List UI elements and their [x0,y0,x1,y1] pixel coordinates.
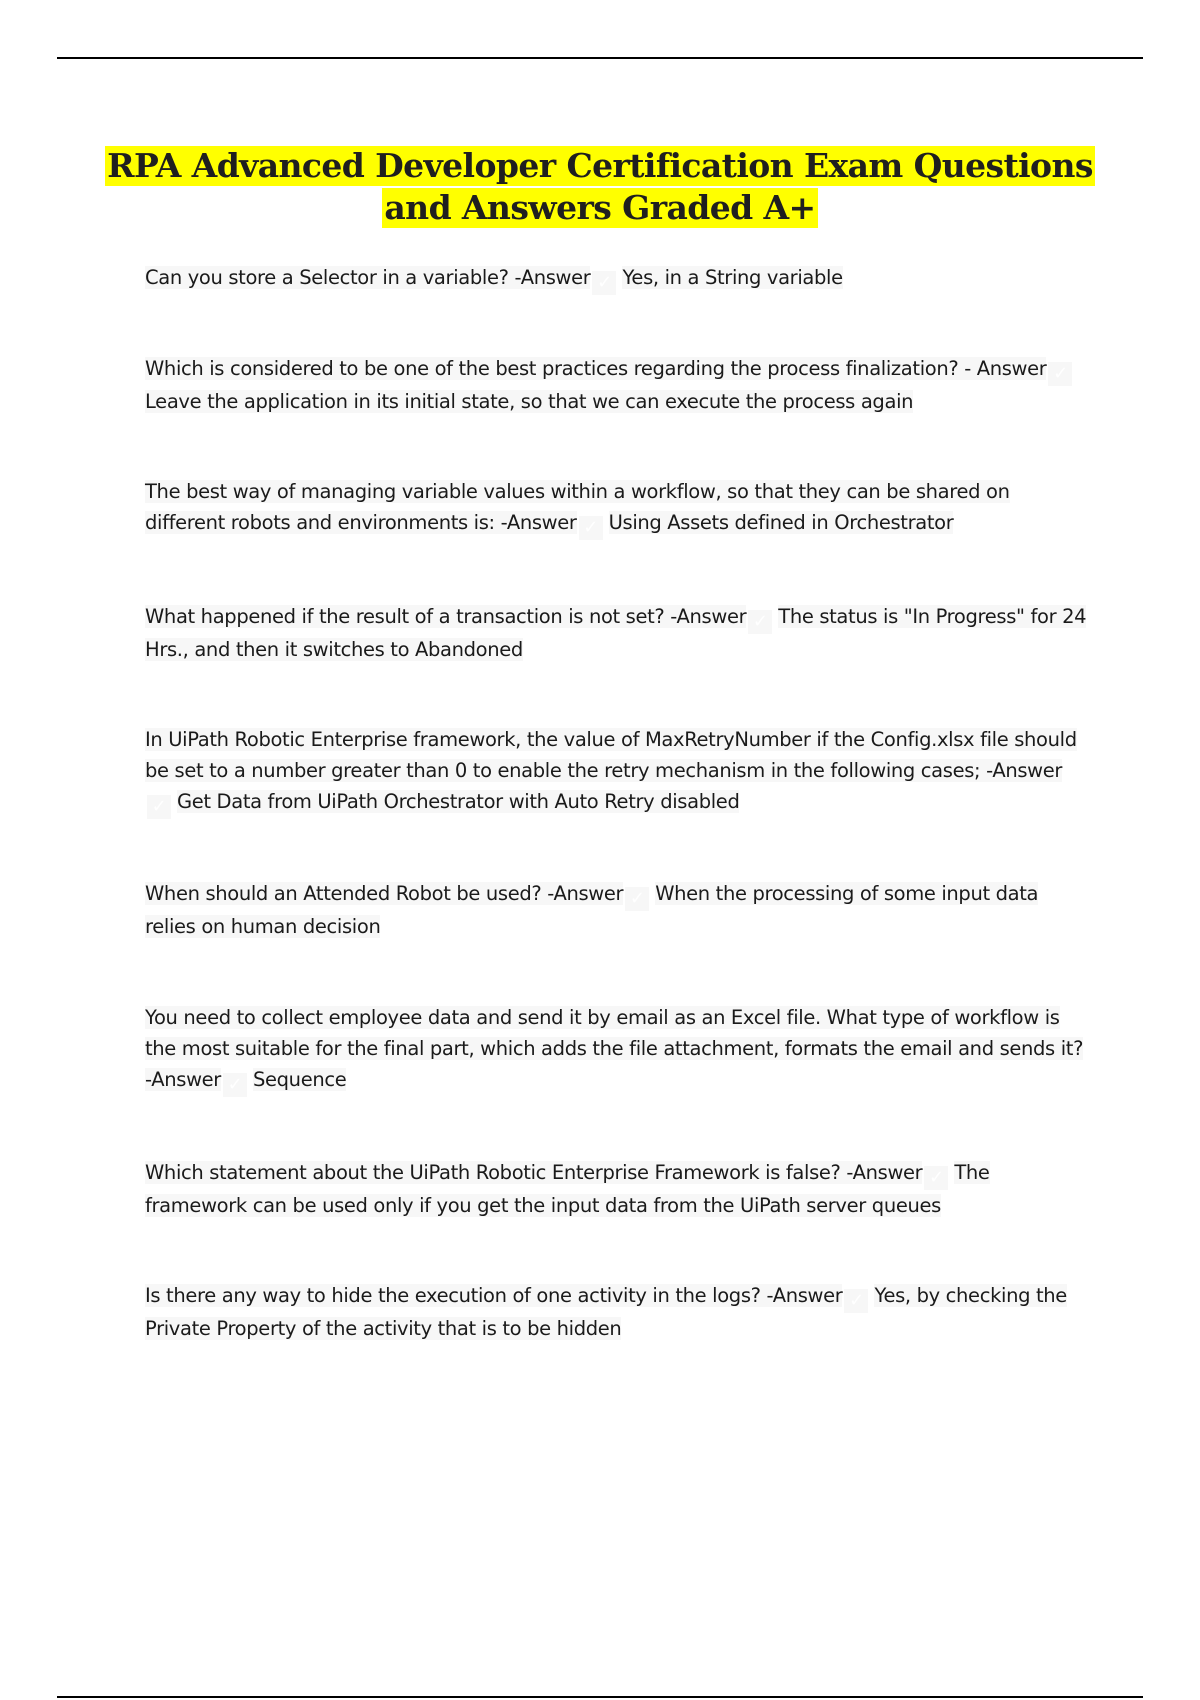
question-text: The best way of managing variable values within a workflow, so that they can be shared on different robots and environments is: -Answer [145,480,1010,534]
qa-item-9 [145,1280,1090,1344]
check-mark-icon: ✓ [592,271,616,295]
qa-item-2 [145,353,1090,417]
qa-item-1 [145,262,1090,295]
qa-item-7 [145,1002,1090,1097]
answer-text: Sequence [252,1068,347,1091]
bottom-rule [57,1696,1143,1698]
question-text: When should an Attended Robot be used? -Answer [145,882,624,905]
check-mark-icon: ✓ [844,1289,868,1313]
question-text: In UiPath Robotic Enterprise framework, the value of MaxRetryNumber if the Config.xlsx file should be set to a number greater than 0 to enable the retry mechanism in the following cases; -Answer [145,728,1077,782]
check-mark-icon: ✓ [579,516,603,540]
answer-text: Leave the application in its initial state, so that we can execute the process again [145,390,914,413]
answer-text: The framework can be used only if you get the input data from the UiPath server queues [145,1161,990,1217]
title-line-2: and Answers Graded A+ [384,188,816,227]
check-mark-icon: ✓ [147,795,171,819]
check-mark-icon: ✓ [625,887,649,911]
answer-text: Yes, by checking the Private Property of the activity that is to be hidden [145,1284,1067,1340]
check-mark-icon: ✓ [1048,362,1072,386]
question-text: Can you store a Selector in a variable? -Answer [145,266,591,289]
question-text: You need to collect employee data and send it by email as an Excel file. What type of workflow is the most suitable for the final part, which adds the file attachment, formats the email and sends it? -Answer [145,1006,1084,1091]
qa-item-5 [145,724,1090,819]
top-rule [57,57,1143,59]
qa-item-6 [145,878,1090,942]
qa-item-8 [145,1157,1090,1221]
question-text: Which is considered to be one of the best practices regarding the process finalization? - Answer [145,357,1047,380]
answer-text: The status is "In Progress" for 24 Hrs., and then it switches to Abandoned [145,605,1087,661]
document-title [60,146,1140,230]
check-mark-icon: ✓ [223,1073,247,1097]
check-mark-icon: ✓ [748,610,772,634]
check-mark-icon: ✓ [924,1166,948,1190]
answer-text: Yes, in a String variable [622,266,843,289]
qa-item-4 [145,601,1090,665]
question-text: Which statement about the UiPath Robotic Enterprise Framework is false? -Answer [145,1161,923,1184]
answer-text: When the processing of some input data relies on human decision [145,882,1039,938]
question-text: Is there any way to hide the execution of one activity in the logs? -Answer [145,1284,843,1307]
answer-text: Using Assets defined in Orchestrator [608,511,954,534]
question-text: What happened if the result of a transaction is not set? -Answer [145,605,747,628]
qa-item-3 [145,476,1090,540]
answer-text: Get Data from UiPath Orchestrator with Auto Retry disabled [177,790,740,813]
title-line-1: RPA Advanced Developer Certification Exam Questions [107,146,1093,185]
